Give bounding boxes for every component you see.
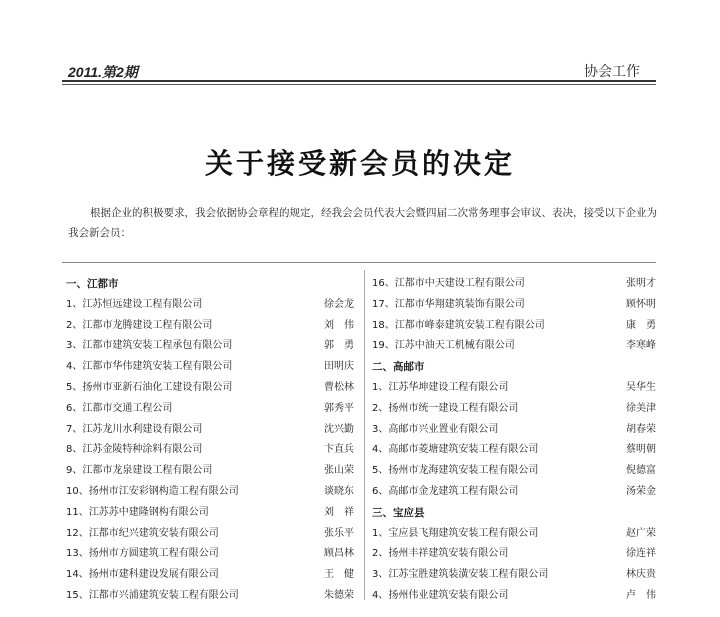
member-row [372, 316, 658, 337]
company-name: 4、扬州伟业建筑安装有限公司 [372, 589, 509, 601]
member-row [372, 295, 658, 316]
representative-name: 张山荣 [324, 465, 354, 477]
company-name: 3、江苏宝胜建筑装潢安装工程有限公司 [372, 569, 549, 581]
representative-name: 郭 勇 [324, 340, 354, 352]
member-row [66, 357, 356, 378]
company-name: 5、扬州市亚新石油化工建设有限公司 [66, 381, 233, 393]
region-heading-label: 三、宝应县 [372, 506, 425, 519]
company-name: 1、宝应县飞翔建筑安装工程有限公司 [372, 527, 539, 539]
member-row [66, 461, 356, 482]
member-row [372, 399, 658, 420]
representative-name: 汤荣金 [626, 485, 656, 497]
member-list-right [372, 274, 658, 607]
representative-name: 胡春荣 [626, 423, 656, 435]
company-name: 15、江都市兴浦建筑安装工程有限公司 [66, 589, 239, 601]
region-heading-label: 二、高邮市 [372, 361, 425, 374]
representative-name: 谈晓东 [324, 485, 354, 497]
member-row [66, 378, 356, 399]
representative-name: 蔡明朝 [626, 444, 656, 456]
company-name: 6、江都市交通工程公司 [66, 402, 173, 414]
member-row [66, 316, 356, 337]
member-row [66, 503, 356, 524]
company-name: 2、扬州市统一建设工程有限公司 [372, 402, 519, 414]
member-row [372, 482, 658, 503]
column-divider [364, 270, 365, 600]
member-row [66, 440, 356, 461]
member-row [372, 336, 658, 357]
company-name: 3、高邮市兴业置业有限公司 [372, 423, 499, 435]
region-heading [372, 357, 658, 378]
representative-name: 徐美津 [626, 402, 656, 414]
representative-name: 刘 祥 [324, 506, 354, 518]
company-name: 1、江苏恒远建设工程有限公司 [66, 298, 203, 310]
representative-name: 卞直兵 [324, 444, 354, 456]
representative-name: 林庆贵 [626, 569, 656, 581]
representative-name: 田明庆 [324, 361, 354, 373]
company-name: 10、扬州市江安彩钢构造工程有限公司 [66, 485, 239, 497]
representative-name: 康 勇 [626, 319, 656, 331]
region-heading-label: 一、江都市 [66, 278, 119, 290]
company-name: 9、江都市龙泉建设工程有限公司 [66, 465, 213, 477]
member-row [66, 482, 356, 503]
header-rule-thin [62, 84, 656, 85]
section-divider [62, 262, 656, 263]
region-heading [66, 274, 356, 295]
representative-name: 徐会龙 [324, 298, 354, 310]
company-name: 18、江都市峰泰建筑安装工程有限公司 [372, 319, 545, 331]
company-name: 16、江都市中天建设工程有限公司 [372, 278, 525, 289]
issue-number: 2011.第2期 [68, 64, 138, 80]
company-name: 6、高邮市金龙建筑工程有限公司 [372, 485, 519, 497]
member-row [66, 565, 356, 586]
member-row [66, 295, 356, 316]
member-row [66, 586, 356, 607]
member-row [372, 586, 658, 607]
company-name: 17、江都市华翔建筑装饰有限公司 [372, 298, 525, 310]
member-row [66, 544, 356, 565]
member-row [372, 378, 658, 399]
company-name: 11、江苏苏中建隆钢构有限公司 [66, 506, 209, 518]
member-row [66, 420, 356, 441]
representative-name: 刘 伟 [324, 319, 354, 331]
company-name: 14、扬州市建科建设发展有限公司 [66, 569, 219, 581]
company-name: 2、江都市龙腾建设工程有限公司 [66, 319, 213, 331]
company-name: 3、江都市建筑安装工程承包有限公司 [66, 340, 233, 352]
member-list-left [66, 274, 356, 607]
member-row [372, 524, 658, 545]
company-name: 5、扬州市龙海建筑安装工程有限公司 [372, 465, 539, 477]
representative-name: 卢 伟 [626, 589, 656, 601]
representative-name: 倪德富 [626, 465, 656, 477]
representative-name: 王 健 [324, 569, 354, 581]
representative-name: 顾怀明 [626, 298, 656, 310]
company-name: 4、江都市华伟建筑安装工程有限公司 [66, 361, 233, 373]
company-name: 13、扬州市方圆建筑工程有限公司 [66, 548, 219, 560]
company-name: 19、江苏中油天工机械有限公司 [372, 340, 515, 352]
representative-name: 吴华生 [626, 381, 656, 393]
company-name: 4、高邮市菱塘建筑安装工程有限公司 [372, 444, 539, 456]
representative-name: 徐连祥 [626, 548, 656, 560]
page-title: 关于接受新会员的决定 [204, 147, 515, 180]
company-name: 1、江苏华坤建设工程有限公司 [372, 381, 509, 393]
representative-name: 朱德荣 [324, 589, 354, 601]
member-row [66, 399, 356, 420]
company-name: 7、江苏龙川水利建设有限公司 [66, 423, 203, 435]
member-row [372, 461, 658, 482]
representative-name: 李寒峰 [626, 340, 656, 352]
intro-paragraph: 根据企业的积极要求，我会依据协会章程的规定，经我会会员代表大会暨四届二次常务理事会审议、表决，接受以下企业为我会新会员： [68, 207, 657, 239]
member-row [372, 420, 658, 441]
company-name: 12、江都市纪兴建筑安装有限公司 [66, 527, 219, 539]
representative-name: 张明才 [626, 278, 656, 289]
company-name: 2、扬州丰祥建筑安装有限公司 [372, 548, 509, 560]
member-row [372, 440, 658, 461]
header-rule [62, 80, 656, 82]
member-row [372, 565, 658, 586]
company-name: 8、江苏金陵特种涂料有限公司 [66, 444, 203, 456]
region-heading [372, 503, 658, 524]
representative-name: 曹松林 [324, 381, 354, 393]
member-row [372, 274, 658, 295]
representative-name: 沈兴勤 [324, 423, 354, 435]
member-row [372, 544, 658, 565]
representative-name: 赵广荣 [626, 527, 656, 539]
representative-name: 张乐平 [324, 527, 354, 539]
representative-name: 郭秀平 [324, 402, 354, 414]
member-row [66, 524, 356, 545]
section-title: 协会工作 [584, 64, 640, 80]
member-row [66, 336, 356, 357]
representative-name: 顾昌林 [324, 548, 354, 560]
